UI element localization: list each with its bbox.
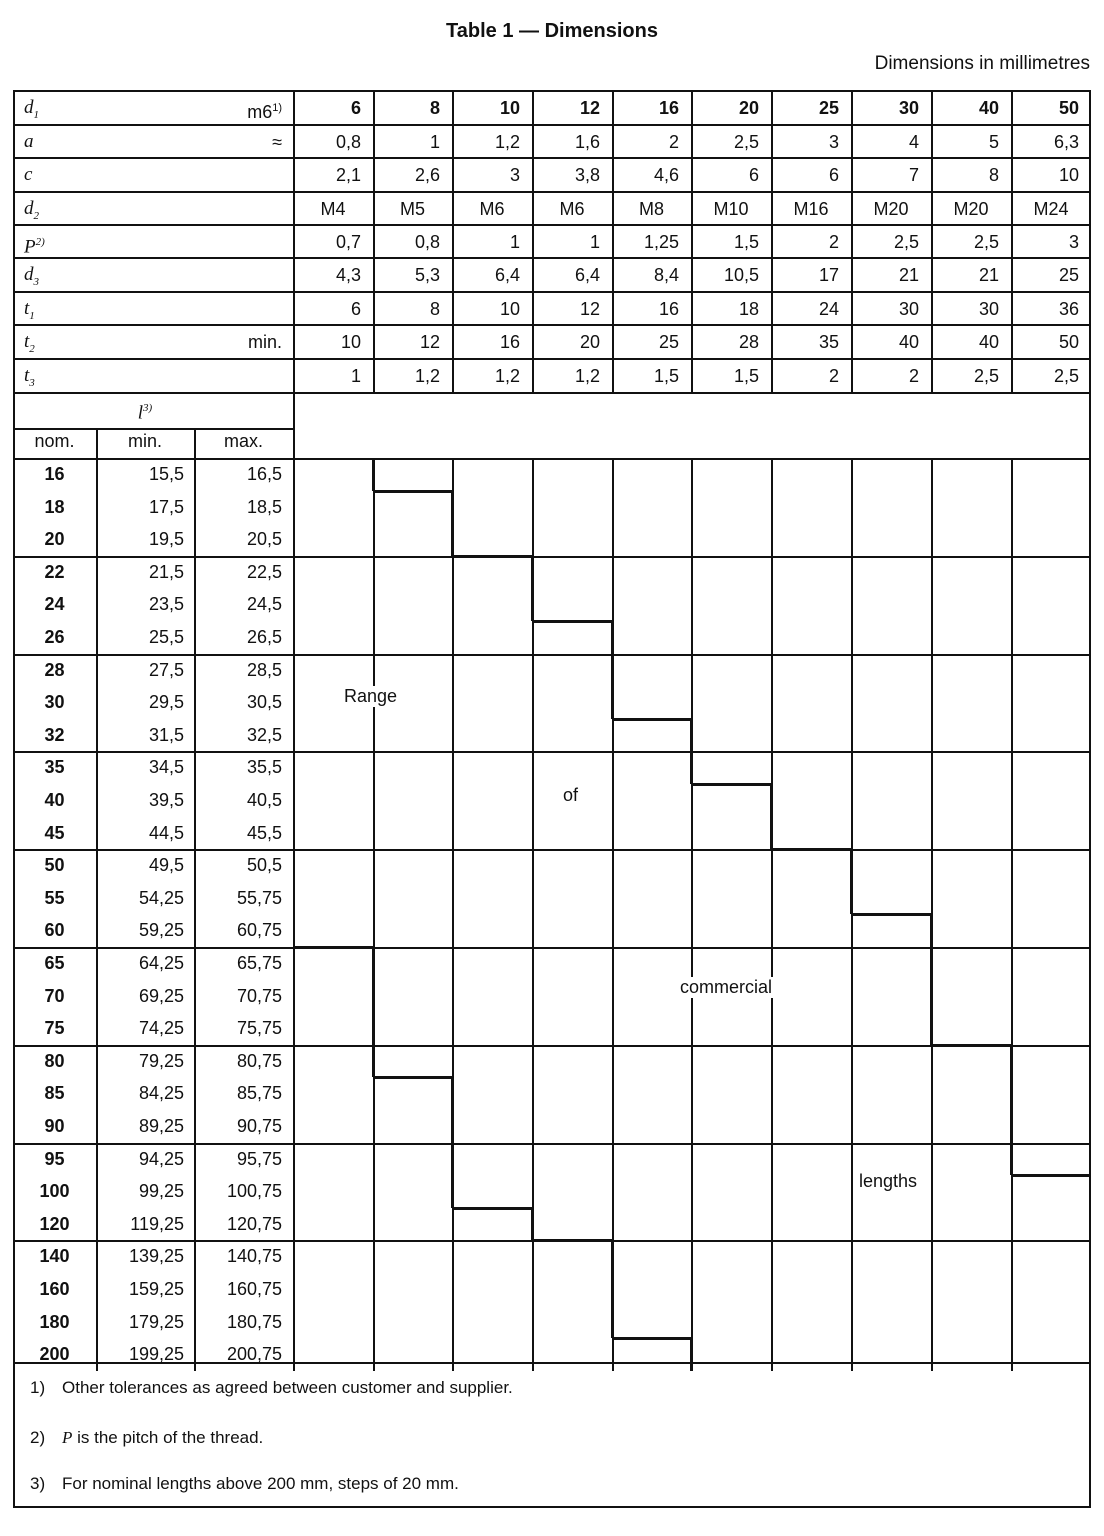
value-cell: 30 [898,299,919,319]
max-value: 100,75 [226,1181,282,1202]
nom-value: 16 [44,464,65,484]
nom-value: 80 [44,1050,65,1071]
nom-value: 160 [39,1279,70,1299]
max-value: 85,75 [236,1083,282,1104]
min-header: min. [127,431,162,451]
value-cell: M4 [320,199,346,219]
nom-value: 40 [44,790,65,810]
nom-value: 28 [44,659,65,680]
footnote-1: 1) Other tolerances as agreed between customer and supplier. [30,1378,513,1397]
min-value: 79,25 [138,1050,184,1071]
max-header: max. [223,431,263,451]
value-cell: 1 [589,232,600,252]
length-group-line [13,1143,1091,1145]
value-cell: 12 [419,332,440,352]
length-area-col-line [771,458,773,1371]
value-cell: 40 [898,332,919,352]
value-cell: 21 [978,265,999,285]
value-cell: 2,5 [733,132,759,152]
max-value: 26,5 [246,627,282,647]
range-bottom-riser [531,1208,534,1241]
units-note: Dimensions in millimetres [874,53,1090,74]
max-value: 60,75 [236,920,282,941]
value-cell: 16 [658,299,679,319]
nom-value: 75 [44,1018,65,1039]
value-cell: 18 [738,299,759,319]
value-cell: 25 [658,332,679,352]
value-cell: 10,5 [723,265,759,285]
max-value: 35,5 [246,757,282,778]
range-top-step [851,913,931,916]
range-top-step [771,848,851,851]
value-cell: 2 [828,366,839,386]
min-value: 89,25 [138,1116,184,1136]
value-cell: 1,5 [733,232,759,252]
value-cell: 12 [579,299,600,319]
value-cell: 3,8 [574,165,600,185]
nom-value: 180 [39,1311,70,1332]
value-cell: 12 [579,98,600,118]
value-cell: 3 [828,132,839,152]
nom-value: 32 [44,724,65,745]
max-value: 32,5 [246,724,282,745]
min-value: 34,5 [148,757,184,778]
length-group-line [13,849,1091,851]
min-value: 54,25 [138,887,184,908]
min-value: 159,25 [128,1279,184,1299]
min-value: 29,5 [148,692,184,713]
nom-value: 200 [39,1344,70,1365]
value-cell: 25 [1058,265,1079,285]
footnote-3: 3) For nominal lengths above 200 mm, steps of 20 mm. [30,1474,459,1493]
min-value: 69,25 [138,985,184,1006]
value-cell: 40 [978,98,999,118]
value-cell: M10 [713,199,749,219]
max-value: 80,75 [236,1050,282,1071]
nom-value: 100 [39,1181,70,1202]
value-cell: 7 [908,165,919,185]
value-cell: 8 [429,299,440,319]
value-cell: M16 [793,199,829,219]
value-cell: 4,6 [653,165,679,185]
range-top-step [612,718,691,721]
value-cell: 30 [978,299,999,319]
range-top-riser [850,849,853,914]
nom-value: 140 [39,1246,70,1267]
length-header-line [13,458,1091,460]
value-cell: 6 [350,299,361,319]
range-top-riser [1010,1045,1013,1175]
value-cell: 6 [828,165,839,185]
value-cell: 1,6 [574,132,600,152]
nom-value: 120 [39,1213,70,1234]
range-label-commercial: commercial [676,977,776,998]
range-top-step [452,555,532,558]
min-value: 99,25 [138,1181,184,1202]
value-cell: 6,3 [1053,132,1079,152]
nom-value: 70 [44,985,65,1006]
value-cell: 8 [429,98,440,118]
range-label-of: of [559,785,582,806]
value-cell: M8 [638,199,664,219]
max-value: 28,5 [246,659,282,680]
nom-value: 35 [44,757,65,778]
max-value: 55,75 [236,887,282,908]
value-cell: 10 [499,98,520,118]
value-cell: M6 [479,199,505,219]
range-top-riser [770,784,773,849]
range-bottom-riser [611,1240,614,1338]
range-top-riser [451,491,454,556]
value-cell: 1,2 [494,366,520,386]
nom-value: 26 [44,627,65,647]
header-row-line [13,157,1091,159]
min-value: 94,25 [138,1148,184,1169]
header-row-line [13,392,1091,394]
value-cell: M24 [1033,199,1069,219]
value-cell: 50 [1058,332,1079,352]
value-cell: 10 [1058,165,1079,185]
value-cell: M5 [399,199,425,219]
value-cell: 17 [818,265,839,285]
value-cell: 2 [908,366,919,386]
value-cell: 2 [828,232,839,252]
value-cell: 4 [908,132,919,152]
value-cell: 10 [340,332,361,352]
value-cell: 1 [509,232,520,252]
min-value: 15,5 [148,464,184,484]
max-value: 160,75 [226,1279,282,1299]
nom-value: 85 [44,1083,65,1104]
qualifier: min. [247,332,282,352]
min-value: 59,25 [138,920,184,941]
length-group-line [13,556,1091,558]
range-bottom-riser [372,947,375,1077]
header-row-line [13,358,1091,360]
value-cell: 25 [818,98,839,118]
symbol-t1: $t_1$ [24,298,35,322]
header-row-line [13,324,1091,326]
max-value: 20,5 [246,529,282,550]
min-value: 39,5 [148,790,184,810]
value-cell: M20 [873,199,909,219]
max-value: 200,75 [226,1344,282,1365]
nom-value: 50 [44,855,65,876]
value-cell: 4,3 [335,265,361,285]
value-cell: 8 [988,165,999,185]
nom-value: 95 [44,1148,65,1169]
nom-value: 60 [44,920,65,941]
length-area-col-line [373,458,375,1371]
value-cell: 36 [1058,299,1079,319]
value-cell: 1,5 [653,366,679,386]
symbol-d1: $d_1$ [24,97,39,121]
range-top-step [532,620,612,623]
value-cell: 2,5 [1053,366,1079,386]
nom-value: 24 [44,594,65,615]
symbol-d2: $d_2$ [24,198,39,222]
value-cell: M20 [953,199,989,219]
length-area-col-line [691,458,693,1371]
value-cell: 0,8 [414,232,440,252]
max-value: 140,75 [226,1246,282,1267]
range-top-riser [372,458,375,491]
value-cell: 8,4 [653,265,679,285]
nom-value: 30 [44,692,65,713]
value-cell: 1 [429,132,440,152]
max-value: 16,5 [246,464,282,484]
min-value: 19,5 [148,529,184,550]
value-cell: 5,3 [414,265,440,285]
value-cell: 6,4 [574,265,600,285]
min-value: 49,5 [148,855,184,876]
nom-value: 20 [44,529,65,550]
value-cell: 6 [748,165,759,185]
nom-value: 90 [44,1116,65,1136]
symbol-c: c [24,164,33,185]
value-cell: 24 [818,299,839,319]
value-cell: 40 [978,332,999,352]
min-value: 74,25 [138,1018,184,1039]
max-value: 65,75 [236,953,282,973]
max-value: 50,5 [246,855,282,876]
range-bottom-step [293,946,373,949]
nom-value: 65 [44,953,65,973]
max-value: 180,75 [226,1311,282,1332]
value-cell: 3 [509,165,520,185]
min-value: 25,5 [148,627,184,647]
max-value: 40,5 [246,790,282,810]
symbol-t3: $t_3$ [24,365,35,389]
range-label-Range: Range [340,686,401,707]
value-cell: 2,5 [973,232,999,252]
value-cell: 6 [350,98,361,118]
value-cell: 20 [738,98,759,118]
max-value: 90,75 [236,1116,282,1136]
length-col-line [293,392,295,1371]
min-value: 179,25 [128,1311,184,1332]
min-value: 31,5 [148,724,184,745]
value-cell: 28 [738,332,759,352]
header-row-line [13,124,1091,126]
range-bottom-riser [690,1338,693,1371]
max-value: 30,5 [246,692,282,713]
value-cell: 30 [898,98,919,118]
nom-value: 18 [44,496,65,517]
length-group-line [13,654,1091,656]
value-cell: 1,25 [643,232,679,252]
value-cell: 5 [988,132,999,152]
nom-value: 45 [44,822,65,843]
length-group-line [13,1045,1091,1047]
min-value: 199,25 [128,1344,184,1365]
symbol-a: a [24,131,34,152]
qualifier: ≈ [272,132,282,152]
length-subheader-line [13,428,293,430]
min-value: 44,5 [148,822,184,843]
range-top-riser [531,556,534,621]
min-value: 23,5 [148,594,184,615]
symbol-d3: $d_3$ [24,264,39,288]
length-group-line [13,751,1091,753]
min-value: 139,25 [128,1246,184,1267]
range-top-step [691,783,771,786]
symbol-t2: $t_2$ [24,331,35,355]
footnote-2: 2) P is the pitch of the thread. [30,1428,264,1447]
value-cell: 1,2 [494,132,520,152]
length-area-col-line [1011,458,1013,1371]
value-cell: 2,6 [414,165,440,185]
range-top-riser [611,621,614,719]
value-cell: 2 [668,132,679,152]
value-cell: M6 [559,199,585,219]
max-value: 95,75 [236,1148,282,1169]
range-top-step [1011,1174,1091,1177]
value-cell: 1,2 [414,366,440,386]
max-value: 120,75 [226,1213,282,1234]
value-cell: 35 [818,332,839,352]
range-top-step [931,1044,1011,1047]
symbol-P: $P^{2)}$ [24,236,45,258]
value-cell: 10 [499,299,520,319]
table-title: Table 1 — Dimensions [446,20,658,42]
header-row-line [13,257,1091,259]
min-value: 21,5 [148,561,184,582]
range-bottom-riser [451,1077,454,1207]
value-cell: 6,4 [494,265,520,285]
value-cell: 16 [499,332,520,352]
header-row-line [13,191,1091,193]
max-value: 24,5 [246,594,282,615]
nom-value: 55 [44,887,65,908]
nom-value: 22 [44,561,65,582]
range-bottom-step [612,1337,691,1340]
header-row-line [13,224,1091,226]
max-value: 75,75 [236,1018,282,1039]
header-row-line [13,291,1091,293]
value-cell: 2,5 [973,366,999,386]
max-value: 22,5 [246,561,282,582]
qualifier: m6$^{1)}$ [247,102,282,122]
min-value: 119,25 [130,1213,184,1234]
range-top-riser [930,914,933,1044]
range-bottom-step [452,1207,532,1210]
value-cell: 0,7 [335,232,361,252]
value-cell: 0,8 [335,132,361,152]
value-cell: 20 [579,332,600,352]
min-value: 84,25 [138,1083,184,1104]
range-bottom-step [373,1076,452,1079]
value-cell: 1,2 [574,366,600,386]
max-value: 18,5 [246,496,282,517]
range-label-lengths: lengths [855,1171,921,1192]
value-cell: 16 [658,98,679,118]
max-value: 70,75 [236,985,282,1006]
value-cell: 3 [1068,232,1079,252]
value-cell: 50 [1058,98,1079,118]
length-symbol: $l^{3)}$ [137,402,153,424]
min-value: 17,5 [148,496,184,517]
value-cell: 1 [350,366,361,386]
length-area-col-line [452,458,454,1371]
min-value: 27,5 [148,659,184,680]
range-top-riser [690,719,693,784]
value-cell: 1,5 [733,366,759,386]
range-top-step [373,490,452,493]
value-cell: 2,5 [893,232,919,252]
range-bottom-step [532,1239,612,1242]
value-cell: 2,1 [335,165,361,185]
nom-header: nom. [34,431,75,451]
length-area-col-line [612,458,614,1371]
max-value: 45,5 [246,822,282,843]
value-cell: 21 [898,265,919,285]
min-value: 64,25 [138,953,184,973]
